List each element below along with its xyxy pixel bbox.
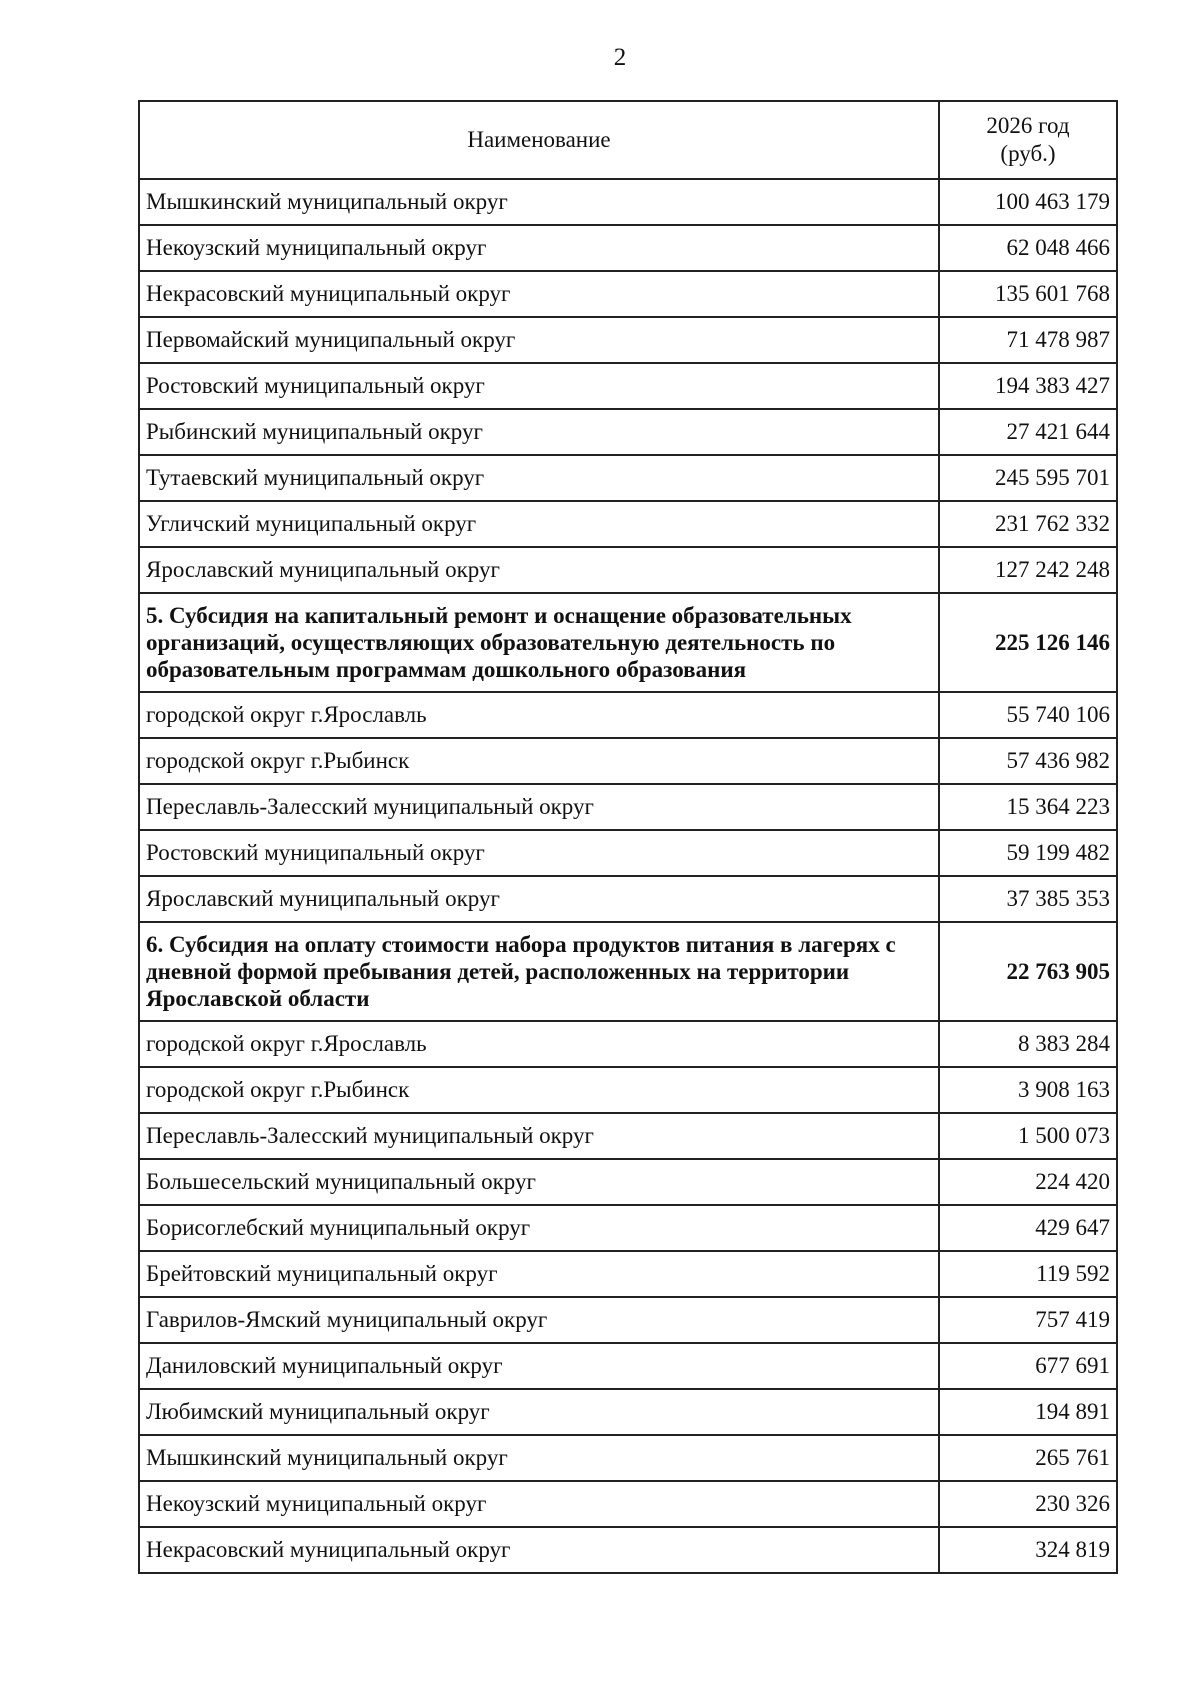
section-total-cell: 225 126 146: [939, 593, 1117, 692]
amount-cell: 57 436 982: [939, 738, 1117, 784]
amount-cell: 62 048 466: [939, 225, 1117, 271]
district-name-cell: Первомайский муниципальный округ: [139, 317, 939, 363]
table-row: [139, 784, 1117, 830]
district-name-cell: городской округ г.Ярославль: [139, 1021, 939, 1067]
header-year-label: 2026 год: [986, 113, 1070, 138]
district-name-cell: Ростовский муниципальный округ: [139, 830, 939, 876]
district-name-cell: городской округ г.Рыбинск: [139, 738, 939, 784]
amount-cell: 3 908 163: [939, 1067, 1117, 1113]
table-row: [139, 1389, 1117, 1435]
amount-cell: 245 595 701: [939, 455, 1117, 501]
section-row: [139, 593, 1117, 692]
amount-cell: 324 819: [939, 1527, 1117, 1573]
section-row: [139, 922, 1117, 1021]
amount-cell: 1 500 073: [939, 1113, 1117, 1159]
amount-cell: 59 199 482: [939, 830, 1117, 876]
district-name-cell: Некрасовский муниципальный округ: [139, 1527, 939, 1573]
district-name-cell: Угличский муниципальный округ: [139, 501, 939, 547]
header-year-cell: [939, 101, 1117, 179]
section-title-cell: 5. Субсидия на капитальный ремонт и оснащение образовательных организаций, осуществляющих образовательную деятельность по образовательным программам дошкольного образования: [139, 593, 939, 692]
table-row: [139, 455, 1117, 501]
amount-cell: 119 592: [939, 1251, 1117, 1297]
amount-cell: 71 478 987: [939, 317, 1117, 363]
district-name-cell: Рыбинский муниципальный округ: [139, 409, 939, 455]
table-row: [139, 1113, 1117, 1159]
amount-cell: 55 740 106: [939, 692, 1117, 738]
table-row: [139, 1343, 1117, 1389]
amount-cell: 429 647: [939, 1205, 1117, 1251]
amount-cell: 230 326: [939, 1481, 1117, 1527]
district-name-cell: городской округ г.Рыбинск: [139, 1067, 939, 1113]
subsidy-table-container: [138, 100, 1116, 1574]
table-row: [139, 1435, 1117, 1481]
district-name-cell: Борисоглебский муниципальный округ: [139, 1205, 939, 1251]
table-row: [139, 1481, 1117, 1527]
district-name-cell: Некоузский муниципальный округ: [139, 225, 939, 271]
section-total-cell: 22 763 905: [939, 922, 1117, 1021]
amount-cell: 37 385 353: [939, 876, 1117, 922]
amount-cell: 127 242 248: [939, 547, 1117, 593]
amount-cell: 135 601 768: [939, 271, 1117, 317]
amount-cell: 15 364 223: [939, 784, 1117, 830]
amount-cell: 224 420: [939, 1159, 1117, 1205]
table-row: [139, 225, 1117, 271]
district-name-cell: городской округ г.Ярославль: [139, 692, 939, 738]
table-row: [139, 1205, 1117, 1251]
section-title-cell: 6. Субсидия на оплату стоимости набора продуктов питания в лагерях с дневной формой пребывания детей, расположенных на территории Ярославской области: [139, 922, 939, 1021]
amount-cell: 677 691: [939, 1343, 1117, 1389]
amount-cell: 8 383 284: [939, 1021, 1117, 1067]
district-name-cell: Ростовский муниципальный округ: [139, 363, 939, 409]
district-name-cell: Мышкинский муниципальный округ: [139, 1435, 939, 1481]
header-unit-label: (руб.): [1000, 141, 1056, 166]
district-name-cell: Гаврилов-Ямский муниципальный округ: [139, 1297, 939, 1343]
amount-cell: 100 463 179: [939, 179, 1117, 225]
amount-cell: 27 421 644: [939, 409, 1117, 455]
district-name-cell: Ярославский муниципальный округ: [139, 547, 939, 593]
table-row: [139, 1251, 1117, 1297]
district-name-cell: Брейтовский муниципальный округ: [139, 1251, 939, 1297]
table-row: [139, 1067, 1117, 1113]
table-row: [139, 1527, 1117, 1573]
table-row: [139, 830, 1117, 876]
district-name-cell: Некрасовский муниципальный округ: [139, 271, 939, 317]
table-row: [139, 271, 1117, 317]
district-name-cell: Ярославский муниципальный округ: [139, 876, 939, 922]
district-name-cell: Большесельский муниципальный округ: [139, 1159, 939, 1205]
table-row: [139, 692, 1117, 738]
table-body: [139, 179, 1117, 1573]
header-name-label: Наименование: [467, 127, 611, 152]
district-name-cell: Переславль-Залесский муниципальный округ: [139, 784, 939, 830]
table-row: [139, 876, 1117, 922]
district-name-cell: Любимский муниципальный округ: [139, 1389, 939, 1435]
table-row: [139, 1021, 1117, 1067]
table-row: [139, 547, 1117, 593]
amount-cell: 231 762 332: [939, 501, 1117, 547]
district-name-cell: Мышкинский муниципальный округ: [139, 179, 939, 225]
table-header-row: [139, 101, 1117, 179]
district-name-cell: Переславль-Залесский муниципальный округ: [139, 1113, 939, 1159]
table-row: [139, 501, 1117, 547]
table-row: [139, 363, 1117, 409]
amount-cell: 194 383 427: [939, 363, 1117, 409]
district-name-cell: Даниловский муниципальный округ: [139, 1343, 939, 1389]
amount-cell: 194 891: [939, 1389, 1117, 1435]
header-name-cell: [139, 101, 939, 179]
district-name-cell: Некоузский муниципальный округ: [139, 1481, 939, 1527]
table-row: [139, 1159, 1117, 1205]
page-number: 2: [613, 44, 627, 71]
table-row: [139, 179, 1117, 225]
table-row: [139, 738, 1117, 784]
table-row: [139, 1297, 1117, 1343]
table-row: [139, 409, 1117, 455]
table-row: [139, 317, 1117, 363]
amount-cell: 265 761: [939, 1435, 1117, 1481]
subsidy-table: [138, 100, 1118, 1574]
amount-cell: 757 419: [939, 1297, 1117, 1343]
district-name-cell: Тутаевский муниципальный округ: [139, 455, 939, 501]
